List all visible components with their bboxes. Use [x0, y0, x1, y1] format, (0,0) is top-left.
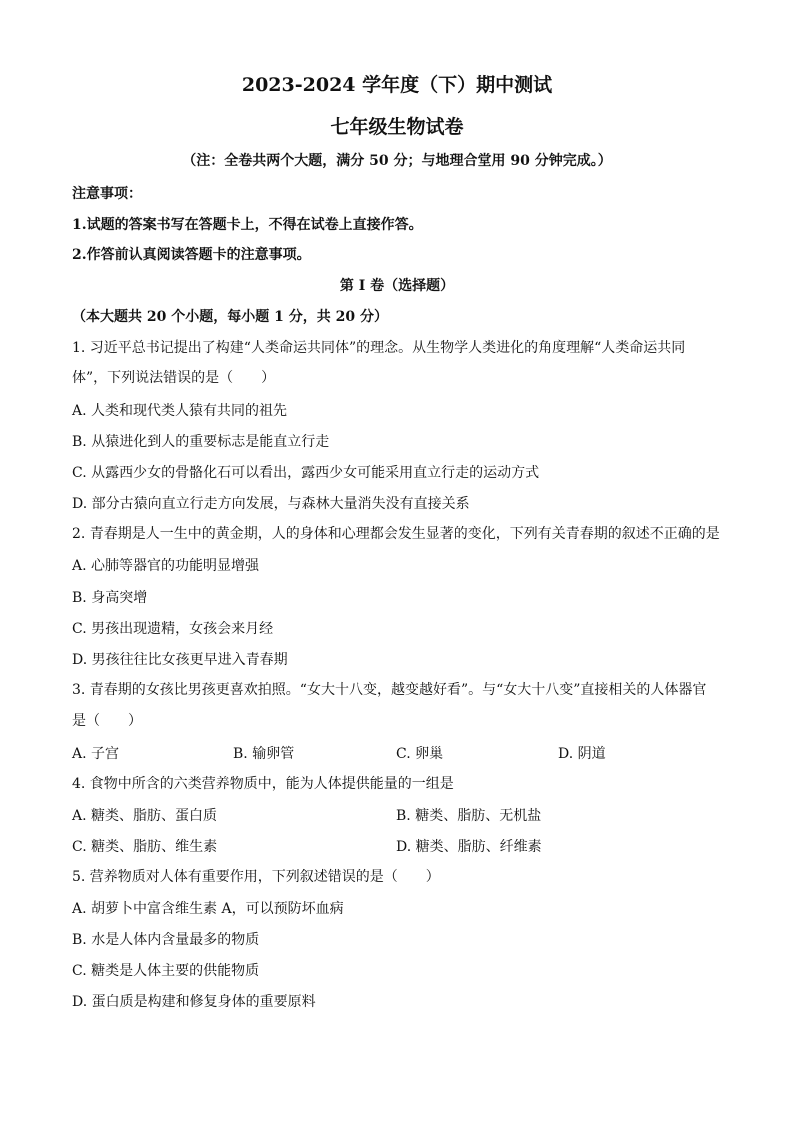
question-4-option-c: C. 糖类、脂肪、维生素 — [72, 839, 218, 855]
question-1-option-d: D. 部分古猿向直立行走方向发展，与森林大量消失没有直接关系 — [72, 496, 470, 512]
question-4-option-d: D. 糖类、脂肪、纤维素 — [396, 839, 542, 855]
notice-item-2: 2.作答前认真阅读答题卡的注意事项。 — [72, 247, 311, 263]
question-5-option-d: D. 蛋白质是构建和修复身体的重要原料 — [72, 994, 316, 1010]
notice-heading: 注意事项： — [72, 186, 142, 202]
notice-item-1: 1.试题的答案书写在答题卡上，不得在试卷上直接作答。 — [72, 217, 423, 233]
question-5-option-c: C. 糖类是人体主要的供能物质 — [72, 963, 260, 979]
question-2-stem: 2. 青春期是人一生中的黄金期，人的身体和心理都会发生显著的变化，下列有关青春期的叙述不正确的是 — [72, 526, 720, 542]
section-title: 第 I 卷（选择题） — [339, 278, 455, 294]
question-4-option-b: B. 糖类、脂肪、无机盐 — [396, 808, 542, 824]
question-3-option-d: D. 阴道 — [558, 746, 606, 762]
question-4-stem: 4. 食物中所含的六类营养物质中，能为人体提供能量的一组是 — [72, 776, 454, 792]
question-4-option-a: A. 糖类、脂肪、蛋白质 — [72, 808, 218, 824]
question-1-stem-line-2: 体”，下列说法错误的是（ ） — [72, 370, 276, 386]
question-3-option-c: C. 卵巢 — [396, 746, 444, 762]
question-1-option-c: C. 从露西少女的骨骼化石可以看出，露西少女可能采用直立行走的运动方式 — [72, 465, 540, 481]
question-5-stem: 5. 营养物质对人体有重要作用，下列叙述错误的是（ ） — [72, 869, 440, 885]
question-2-option-a: A. 心肺等器官的功能明显增强 — [72, 558, 260, 574]
question-2-option-c: C. 男孩出现遗精，女孩会来月经 — [72, 621, 274, 637]
question-3-stem-line-2: 是（ ） — [72, 713, 142, 729]
question-2-option-d: D. 男孩往往比女孩更早进入青春期 — [72, 652, 288, 668]
question-3-option-b: B. 输卵管 — [233, 746, 295, 762]
exam-subtitle: 七年级生物试卷 — [330, 116, 464, 138]
section-instructions: （本大题共 20 个小题，每小题 1 分，共 20 分） — [72, 309, 388, 325]
question-1-option-b: B. 从猿进化到人的重要标志是能直立行走 — [72, 434, 330, 450]
exam-title: 2023-2024 学年度（下）期中测试 — [241, 74, 553, 96]
question-3-option-a: A. 子宫 — [72, 746, 120, 762]
question-1-option-a: A. 人类和现代类人猿有共同的祖先 — [72, 403, 288, 419]
exam-note: （注：全卷共两个大题，满分 50 分；与地理合堂用 90 分钟完成。） — [182, 153, 612, 169]
question-5-option-b: B. 水是人体内含量最多的物质 — [72, 932, 260, 948]
question-1-stem-line-1: 1. 习近平总书记提出了构建“人类命运共同体”的理念。从生物学人类进化的角度理解“人类命运共同 — [72, 340, 686, 356]
question-2-option-b: B. 身高突增 — [72, 590, 148, 606]
question-5-option-a: A. 胡萝卜中富含维生素 A，可以预防坏血病 — [72, 901, 344, 917]
question-3-stem-line-1: 3. 青春期的女孩比男孩更喜欢拍照。“女大十八变，越变越好看”。与“女大十八变”直接相关的人体器官 — [72, 682, 707, 698]
